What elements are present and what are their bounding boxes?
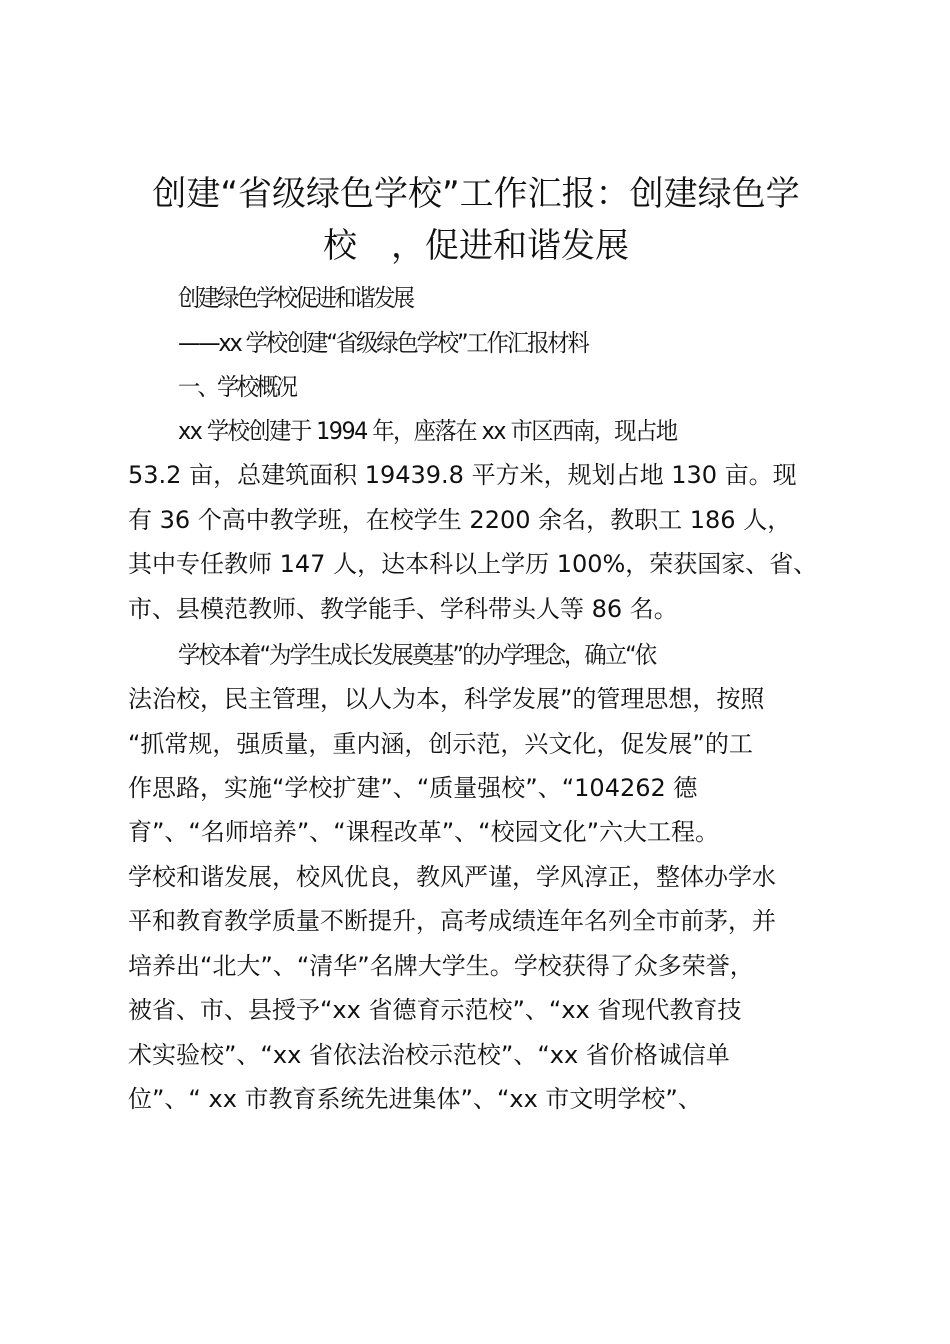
paragraph-line: 法治校，民主管理，以人为本，科学发展”的管理思想，按照 — [128, 685, 765, 713]
byline: ——xx 学校创建“省级绿色学校”工作汇报材料 — [178, 329, 588, 357]
paragraph-line: 平和教育教学质量不断提升，高考成绩连年名列全市前茅，并 — [128, 907, 776, 935]
paragraph-line: “抓常规，强质量，重内涵，创示范，兴文化，促发展”的工 — [128, 730, 753, 758]
paragraph-line: 作思路，实施“学校扩建”、“质量强校”、“104262 德 — [128, 774, 698, 802]
paragraph-line: 学校本着“为学生成长发展奠基”的办学理念，确立“依 — [178, 641, 656, 669]
section-heading: 一、学校概况 — [178, 373, 296, 401]
document-title — [120, 168, 832, 272]
title-line-1: 创建“省级绿色学校”工作汇报：创建绿色学 — [152, 174, 800, 214]
paragraph-line: xx 学校创建于 1994 年，座落在 xx 市区西南，现占地 — [178, 417, 677, 445]
paragraph-line: 有 36 个高中教学班，在校学生 2200 余名，教职工 186 人， — [128, 506, 792, 534]
paragraph-line: 培养出“北大”、“清华”名牌大学生。学校获得了众多荣誉， — [128, 952, 754, 980]
paragraph-line: 53.2 亩，总建筑面积 19439.8 平方米，规划占地 130 亩。现 — [128, 461, 797, 489]
paragraph-line: 学校和谐发展，校风优良，教风严谨，学风淳正，整体办学水 — [128, 863, 776, 891]
paragraph-line: 术实验校”、“xx 省依法治校示范校”、“xx 省价格诚信单 — [128, 1041, 730, 1069]
paragraph-line: 被省、市、县授予“xx 省德育示范校”、“xx 省现代教育技 — [128, 996, 742, 1024]
paragraph-line: 位”、“ xx 市教育系统先进集体”、“xx 市文明学校”、 — [128, 1085, 702, 1113]
paragraph-line: 育”、“名师培养”、“课程改革”、“校园文化”六大工程。 — [128, 818, 720, 846]
paragraph-line: 市、县模范教师、教学能手、学科带头人等 86 名。 — [128, 595, 678, 623]
subtitle: 创建绿色学校促进和谐发展 — [178, 284, 413, 312]
paragraph-line: 其中专任教师 147 人，达本科以上学历 100%，荣获国家、省、 — [128, 550, 818, 578]
title-line-2: 校 ，促进和谐发展 — [323, 226, 629, 266]
